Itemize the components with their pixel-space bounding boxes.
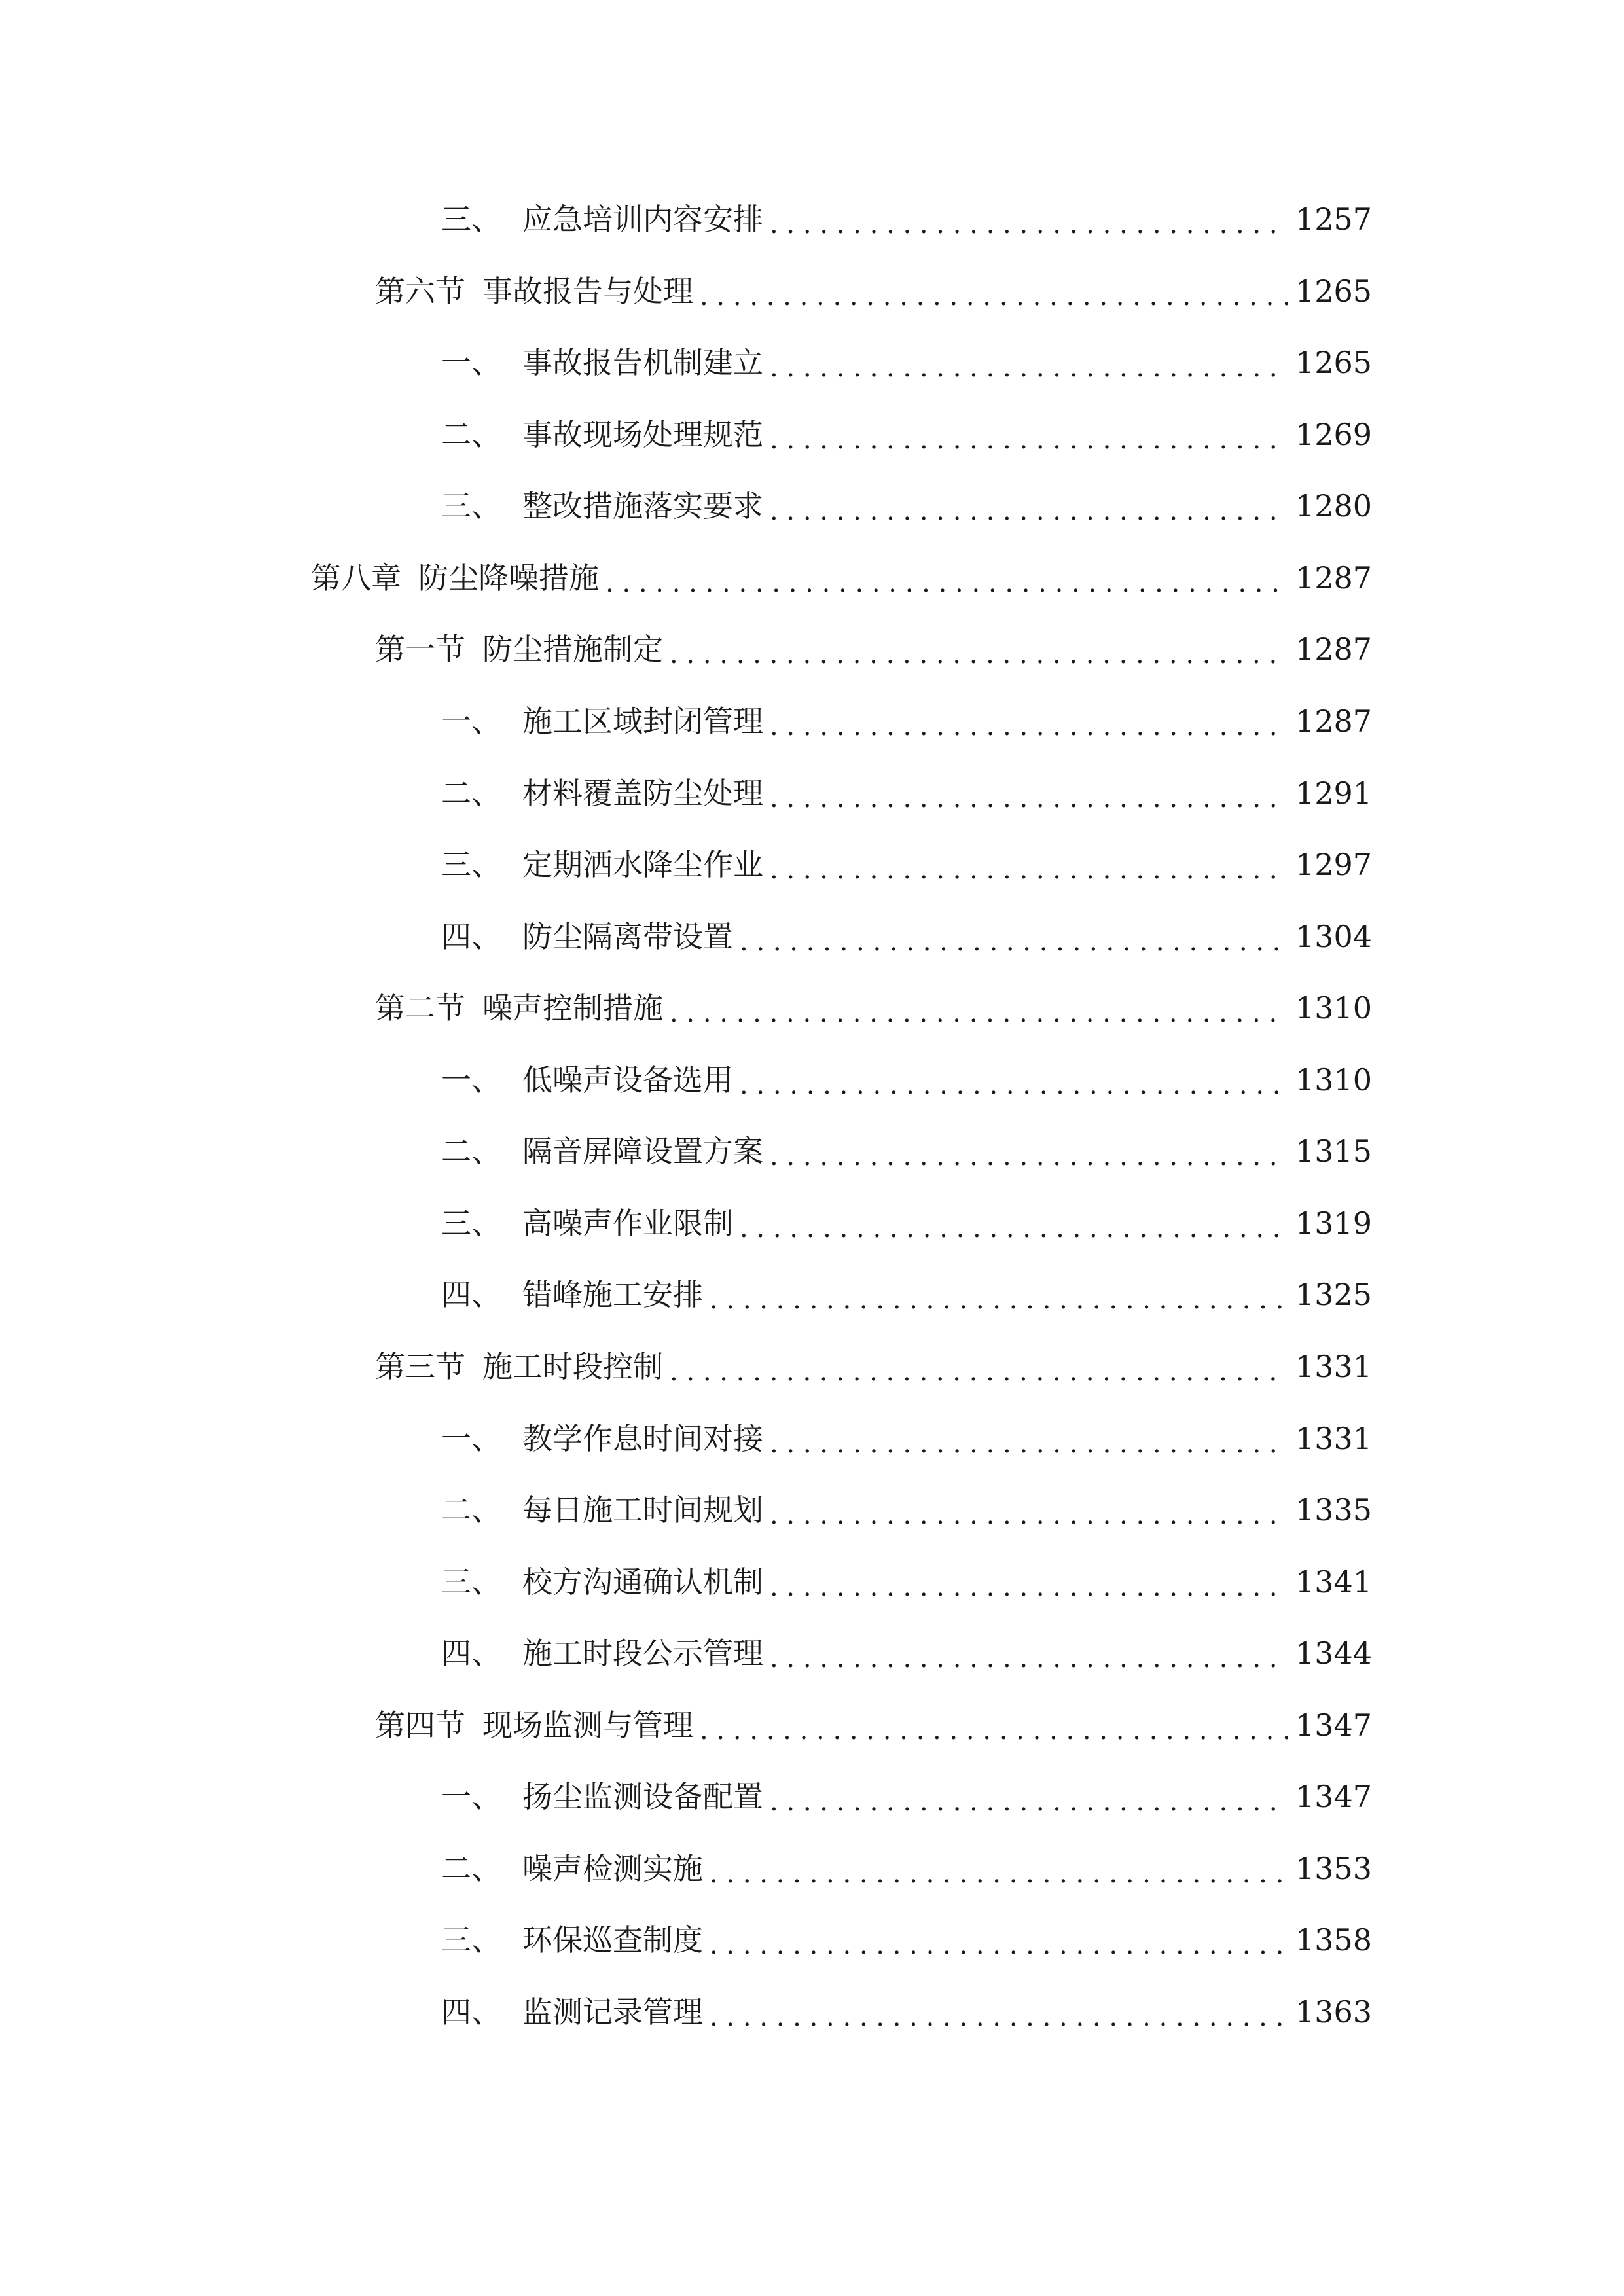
toc-entry-title: 隔音屏障设置方案 [522, 1134, 763, 1169]
toc-entry-title: 噪声控制措施 [482, 990, 663, 1026]
toc-entry-page: 1331 [1295, 1349, 1372, 1384]
toc-entry-number: 三、 [441, 847, 501, 882]
toc-entry[interactable] [441, 408, 1372, 461]
toc-entry[interactable] [375, 623, 1372, 675]
toc-entry-number: 三、 [441, 488, 501, 524]
toc-entry-page: 1291 [1295, 776, 1372, 811]
toc-entry-page: 1287 [1295, 632, 1372, 667]
toc-entry[interactable] [441, 1770, 1372, 1823]
toc-entry-page: 1319 [1295, 1206, 1372, 1241]
toc-entry-number: 一、 [441, 1421, 501, 1456]
toc-entry-number: 四、 [441, 919, 501, 954]
dot-leader [770, 1561, 1288, 1613]
toc-entry-number: 四、 [441, 1636, 501, 1671]
toc-entry[interactable] [375, 1699, 1372, 1751]
dot-leader [770, 342, 1288, 394]
toc-entry-number: 二、 [441, 1134, 501, 1169]
toc-entry-title: 施工时段控制 [482, 1349, 663, 1384]
dot-leader [740, 1059, 1288, 1111]
dot-leader [670, 1346, 1288, 1398]
toc-entry-title: 扬尘监测设备配置 [522, 1779, 763, 1814]
toc-entry-number: 二、 [441, 1851, 501, 1886]
dot-leader [710, 1848, 1288, 1900]
toc-entry-title: 定期洒水降尘作业 [522, 847, 763, 882]
toc-entry-title: 低噪声设备选用 [522, 1062, 733, 1098]
toc-entry-page: 1358 [1295, 1922, 1372, 1958]
dot-leader [710, 1919, 1288, 1971]
toc-entry-title: 高噪声作业限制 [522, 1206, 733, 1241]
toc-entry-page: 1297 [1295, 847, 1372, 882]
toc-entry[interactable] [441, 1268, 1372, 1321]
toc-entry[interactable] [441, 767, 1372, 819]
toc-entry[interactable] [441, 1412, 1372, 1465]
toc-entry-number: 第一节 [375, 632, 465, 667]
dot-leader [740, 916, 1288, 968]
dot-leader [770, 844, 1288, 896]
toc-entry-title: 噪声检测实施 [522, 1851, 703, 1886]
toc-entry-page: 1315 [1295, 1134, 1372, 1169]
toc-entry-page: 1363 [1295, 1994, 1372, 2030]
toc-entry[interactable] [441, 1627, 1372, 1679]
toc-entry[interactable] [441, 480, 1372, 532]
toc-entry-title: 每日施工时间规划 [522, 1492, 763, 1528]
toc-entry[interactable] [441, 1986, 1372, 2038]
dot-leader [770, 198, 1288, 251]
toc-entry-title: 施工时段公示管理 [522, 1636, 763, 1671]
toc-entry-title: 环保巡查制度 [522, 1922, 703, 1958]
dot-leader [700, 270, 1288, 323]
toc-entry-number: 一、 [441, 1062, 501, 1098]
toc-entry-number: 一、 [441, 704, 501, 739]
toc-entry[interactable] [441, 1556, 1372, 1608]
toc-entry-number: 第八章 [311, 560, 401, 596]
toc-entry-number: 二、 [441, 1492, 501, 1528]
dot-leader [670, 628, 1288, 681]
toc-entry-title: 校方沟通确认机制 [522, 1564, 763, 1600]
toc-entry-number: 三、 [441, 1922, 501, 1958]
dot-leader [770, 1489, 1288, 1541]
dot-leader [670, 987, 1288, 1039]
toc-entry-page: 1347 [1295, 1708, 1372, 1743]
toc-entry-title: 事故现场处理规范 [522, 417, 763, 452]
dot-leader [770, 485, 1288, 537]
toc-entry[interactable] [441, 910, 1372, 963]
toc-entry-number: 一、 [441, 345, 501, 380]
toc-entry-number: 第六节 [375, 274, 465, 309]
toc-entry[interactable] [441, 838, 1372, 891]
toc-entry-page: 1344 [1295, 1636, 1372, 1671]
toc-entry-title: 错峰施工安排 [522, 1277, 703, 1312]
toc-entry[interactable] [441, 1054, 1372, 1106]
dot-leader [605, 557, 1288, 609]
toc-entry-page: 1265 [1295, 274, 1372, 309]
toc-entry[interactable] [441, 1914, 1372, 1966]
dot-leader [770, 1776, 1288, 1828]
dot-leader [770, 700, 1288, 753]
toc-entry[interactable] [375, 982, 1372, 1034]
toc-entry-number: 第二节 [375, 990, 465, 1026]
toc-entry-title: 事故报告与处理 [482, 274, 693, 309]
toc-entry[interactable] [441, 1842, 1372, 1895]
toc-entry[interactable] [441, 695, 1372, 747]
toc-entry-number: 三、 [441, 1564, 501, 1600]
toc-entry-title: 材料覆盖防尘处理 [522, 776, 763, 811]
dot-leader [770, 1130, 1288, 1183]
toc-entry-number: 三、 [441, 202, 501, 237]
toc-entry-title: 防尘降噪措施 [418, 560, 599, 596]
toc-entry-page: 1331 [1295, 1421, 1372, 1456]
toc-entry-page: 1325 [1295, 1277, 1372, 1312]
toc-entry-page: 1287 [1295, 704, 1372, 739]
toc-entry-number: 二、 [441, 776, 501, 811]
toc-entry-page: 1310 [1295, 1062, 1372, 1098]
toc-entry-title: 施工区域封闭管理 [522, 704, 763, 739]
toc-entry-title: 防尘措施制定 [482, 632, 663, 667]
toc-entry-title: 应急培训内容安排 [522, 202, 763, 237]
toc-entry[interactable] [441, 193, 1372, 245]
toc-entry[interactable] [441, 1125, 1372, 1177]
dot-leader [770, 1418, 1288, 1470]
dot-leader [710, 1991, 1288, 2043]
toc-entry-page: 1347 [1295, 1779, 1372, 1814]
dot-leader [770, 772, 1288, 825]
toc-entry[interactable] [441, 1484, 1372, 1536]
toc-entry-number: 四、 [441, 1277, 501, 1312]
toc-entry-title: 教学作息时间对接 [522, 1421, 763, 1456]
toc-entry[interactable] [375, 265, 1372, 317]
toc-entry-number: 四、 [441, 1994, 501, 2030]
toc-entry-title: 事故报告机制建立 [522, 345, 763, 380]
toc-entry-number: 第四节 [375, 1708, 465, 1743]
toc-entry-title: 整改措施落实要求 [522, 488, 763, 524]
dot-leader [770, 414, 1288, 466]
toc-entry-page: 1353 [1295, 1851, 1372, 1886]
dot-leader [770, 1632, 1288, 1685]
toc-entry[interactable] [441, 1197, 1372, 1249]
toc-entry[interactable] [375, 1340, 1372, 1393]
dot-leader [700, 1704, 1288, 1757]
toc-entry[interactable] [441, 336, 1372, 389]
toc-entry-title: 防尘隔离带设置 [522, 919, 733, 954]
toc-entry-number: 一、 [441, 1779, 501, 1814]
toc-entry-number: 三、 [441, 1206, 501, 1241]
dot-leader [710, 1274, 1288, 1326]
toc-entry-page: 1269 [1295, 417, 1372, 452]
dot-leader [740, 1202, 1288, 1255]
toc-entry-page: 1335 [1295, 1492, 1372, 1528]
toc-entry-number: 第三节 [375, 1349, 465, 1384]
toc-entry-page: 1280 [1295, 488, 1372, 524]
toc-entry-page: 1310 [1295, 990, 1372, 1026]
toc-entry-page: 1257 [1295, 202, 1372, 237]
toc-entry-title: 监测记录管理 [522, 1994, 703, 2030]
toc-entry-page: 1304 [1295, 919, 1372, 954]
toc-entry-page: 1341 [1295, 1564, 1372, 1600]
toc-entry-page: 1265 [1295, 345, 1372, 380]
toc-entry-page: 1287 [1295, 560, 1372, 596]
toc-entry-title: 现场监测与管理 [482, 1708, 693, 1743]
toc-entry[interactable] [311, 552, 1372, 604]
toc-entry-number: 二、 [441, 417, 501, 452]
